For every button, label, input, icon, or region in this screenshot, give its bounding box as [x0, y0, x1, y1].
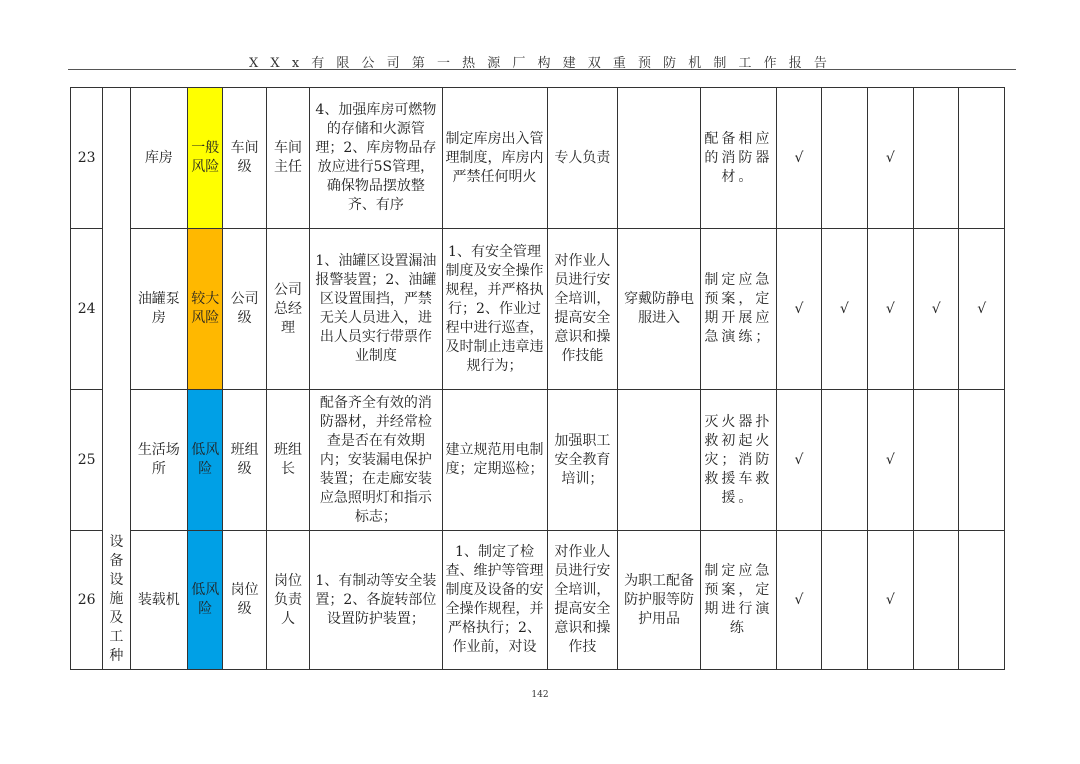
risk-level-badge: 低风险: [188, 390, 223, 531]
ppe-measures: 为职工配备防护服等防护用品: [618, 531, 701, 670]
risk-point-name: 油罐泵房: [130, 229, 188, 390]
row-number: 23: [71, 88, 103, 229]
row-number: 24: [71, 229, 103, 390]
management-measures: 建立规范用电制度；定期巡检；: [442, 390, 547, 531]
check-mark: √: [776, 531, 821, 670]
responsible-person: 公司总经理: [266, 229, 309, 390]
check-mark: √: [822, 229, 867, 390]
table-row: [71, 229, 1005, 390]
risk-level-badge: 低风险: [188, 531, 223, 670]
control-level: 班组级: [223, 390, 266, 531]
check-mark: [914, 531, 959, 670]
check-mark: [959, 88, 1005, 229]
risk-control-table: [70, 87, 1005, 670]
emergency-measures: 制定应急预案，定期进行演练: [700, 531, 776, 670]
control-level: 车间级: [223, 88, 266, 229]
emergency-measures: 制定应急预案，定期开展应急演练；: [700, 229, 776, 390]
ppe-measures: [618, 88, 701, 229]
engineering-measures: 1、油罐区设置漏油报警装置；2、油罐区设置围挡，严禁无关人员进入，进出人员实行带票作业制度: [310, 229, 442, 390]
page-number: 142: [531, 690, 549, 700]
management-measures: 1、制定了检查、维护等管理制度及设备的安全操作规程，并严格执行；2、作业前，对设: [442, 531, 547, 670]
check-mark: [959, 390, 1005, 531]
management-measures: 制定库房出入管理制度，库房内严禁任何明火: [442, 88, 547, 229]
check-mark: √: [776, 88, 821, 229]
table-row: [71, 88, 1005, 229]
ppe-measures: 穿戴防静电服进入: [618, 229, 701, 390]
control-level: 岗位级: [223, 531, 266, 670]
check-mark: √: [959, 229, 1005, 390]
check-mark: [822, 390, 867, 531]
engineering-measures: 4、加强库房可燃物的存储和火源管理；2、库房物品存放应进行5S管理，确保物品摆放整齐、有序: [310, 88, 442, 229]
table-row: [71, 390, 1005, 531]
check-mark: √: [867, 88, 913, 229]
risk-point-name: 库房: [130, 88, 188, 229]
engineering-measures: 1、有制动等安全装置；2、各旋转部位设置防护装置；: [310, 531, 442, 670]
risk-point-name: 装载机: [130, 531, 188, 670]
engineering-measures: 配备齐全有效的消防器材，并经常检查是否在有效期内；安装漏电保护装置；在走廊安装应急照明灯和指示标志；: [310, 390, 442, 531]
emergency-measures: 灭火器扑救初起火灾；消防救援车救援。: [700, 390, 776, 531]
check-mark: √: [867, 531, 913, 670]
check-mark: √: [867, 390, 913, 531]
risk-level-badge: 较大风险: [188, 229, 223, 390]
table-row: [71, 531, 1005, 670]
check-mark: [959, 531, 1005, 670]
check-mark: [914, 88, 959, 229]
check-mark: √: [776, 229, 821, 390]
risk-point-name: 生活场所: [130, 390, 188, 531]
training-measures: 专人负责: [547, 88, 618, 229]
group-cell-blank: [103, 88, 130, 531]
ppe-measures: [618, 390, 701, 531]
responsible-person: 岗位负责人: [266, 531, 309, 670]
check-mark: √: [776, 390, 821, 531]
row-number: 25: [71, 390, 103, 531]
check-mark: [914, 390, 959, 531]
check-mark: √: [914, 229, 959, 390]
check-mark: √: [867, 229, 913, 390]
emergency-measures: 配备相应的消防器材。: [700, 88, 776, 229]
training-measures: 对作业人员进行安全培训，提高安全意识和操作技: [547, 531, 618, 670]
check-mark: [822, 88, 867, 229]
row-number: 26: [71, 531, 103, 670]
training-measures: 对作业人员进行安全培训，提高安全意识和操作技能: [547, 229, 618, 390]
check-mark: [822, 531, 867, 670]
risk-level-badge: 一般风险: [188, 88, 223, 229]
group-label: 设备设施及工种: [103, 531, 130, 670]
responsible-person: 班组长: [266, 390, 309, 531]
training-measures: 加强职工安全教育培训；: [547, 390, 618, 531]
control-level: 公司级: [223, 229, 266, 390]
management-measures: 1、有安全管理制度及安全操作规程，并严格执行；2、作业过程中进行巡查，及时制止违章违规行为；: [442, 229, 547, 390]
header-divider: [68, 69, 1016, 70]
responsible-person: 车间主任: [266, 88, 309, 229]
report-header-title: X X x 有 限 公 司 第 一 热 源 厂 构 建 双 重 预 防 机 制 工 作 报 告: [249, 56, 831, 71]
